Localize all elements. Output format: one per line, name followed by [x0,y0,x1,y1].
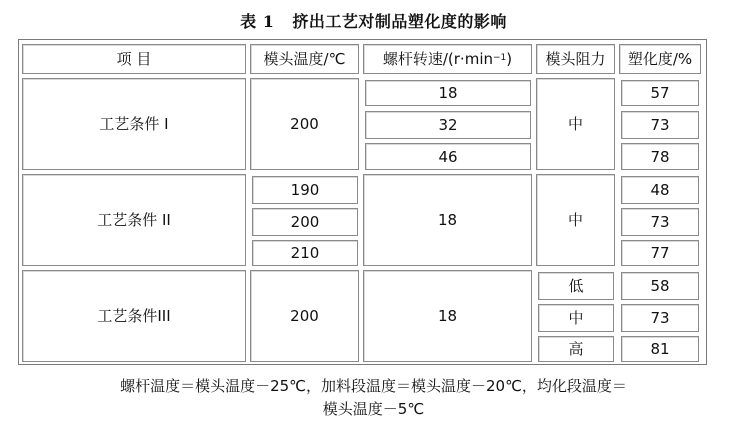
group-1-die-temp [250,78,359,170]
table-number: 表 1 [240,12,275,31]
group-3-die-temp [250,270,359,362]
group-1-condition-label: 工艺条件 I [99,115,169,133]
group-3-plasticity-3 [621,336,699,362]
group-2-die-temp-3 [252,240,358,266]
group-3-resistance-3-value: 高 [568,340,584,358]
group-3-plasticity-2 [621,304,699,332]
group-2-plasticity-3-value: 77 [650,244,670,262]
group-2-plasticity-3 [621,240,699,266]
group-2-speed-value: 18 [437,211,458,229]
header-die-resistance [536,44,615,74]
group-2-plasticity-2-value: 73 [650,213,670,231]
group-1-speed-3-value: 46 [438,147,458,166]
header-die-resistance-label: 模头阻力 [545,50,606,68]
header-screw-speed-dot: · [459,50,465,68]
group-2-die-temp-1 [252,176,358,204]
group-3-resistance-3 [538,336,614,362]
footnote-line-1: 螺杆温度＝模头温度－25℃，加料段温度＝模头温度－20℃，均化段温度＝ [120,377,627,395]
group-1-plasticity-3-value: 78 [650,147,670,166]
group-1-die-temp-value: 200 [290,115,319,133]
group-3-plasticity-3-value: 81 [650,340,670,358]
header-screw-speed: 螺杆转速/(r · min $^{-1}$ ) [363,44,532,74]
group-2-plasticity-1 [621,176,699,204]
group-1-plasticity-1-value: 57 [650,84,670,102]
group-1-plasticity-3 [621,143,699,170]
header-plasticity [619,44,701,74]
footnote-line-2: 模头温度－5℃ [322,400,425,418]
header-die-temp [250,44,359,74]
group-1-resistance [536,78,615,170]
group-2-resistance-value: 中 [567,211,583,229]
group-2-die-temp-1-value: 190 [290,181,320,199]
group-2-condition [22,174,246,266]
group-1-plasticity-2 [621,111,699,139]
header-die-temp-label: 模头温度/℃ [263,50,346,68]
group-1-resistance-value: 中 [567,115,583,133]
group-1-plasticity-2-value: 73 [650,116,670,134]
group-3-plasticity-1 [621,272,699,300]
group-2-speed [363,174,532,266]
group-2-condition-label: 工艺条件 II [97,211,171,229]
group-3-resistance-1 [538,272,614,300]
group-3-speed-value: 18 [437,307,458,325]
group-3-plasticity-1-value: 58 [650,277,670,295]
table-title: 挤出工艺对制品塑化度的影响 [292,12,507,31]
group-3-resistance-2 [538,304,614,332]
group-1-speed-2-value: 32 [438,116,458,134]
group-3-condition [22,270,246,362]
group-2-die-temp-2 [252,208,358,236]
header-screw-speed-min: min [464,50,493,68]
group-2-die-temp-2-value: 200 [290,213,320,231]
group-3-resistance-1-value: 低 [568,277,584,295]
header-plasticity-label: 塑化度/% [627,50,693,68]
group-2-resistance [536,174,615,266]
group-1-condition [22,78,246,170]
group-3-plasticity-2-value: 73 [650,309,670,327]
group-2-plasticity-1-value: 48 [650,181,670,199]
group-3-speed [363,270,532,362]
header-item [22,44,246,74]
group-3-die-temp-value: 200 [290,307,319,325]
group-2-die-temp-3-value: 210 [290,244,320,262]
header-item-label: 项 目 [116,50,152,68]
group-3-resistance-2-value: 中 [568,309,584,327]
table-caption [0,12,747,32]
header-screw-speed-label: 螺杆转速/(r [382,50,460,68]
group-1-speed-3 [365,143,531,170]
group-1-plasticity-1 [621,80,699,106]
header-screw-speed-close: ) [506,50,513,68]
group-3-condition-label: 工艺条件III [97,307,171,325]
group-2-plasticity-2 [621,208,699,236]
group-1-speed-2 [365,111,531,139]
group-1-speed-1-value: 18 [438,84,458,102]
group-1-speed-1 [365,80,531,106]
